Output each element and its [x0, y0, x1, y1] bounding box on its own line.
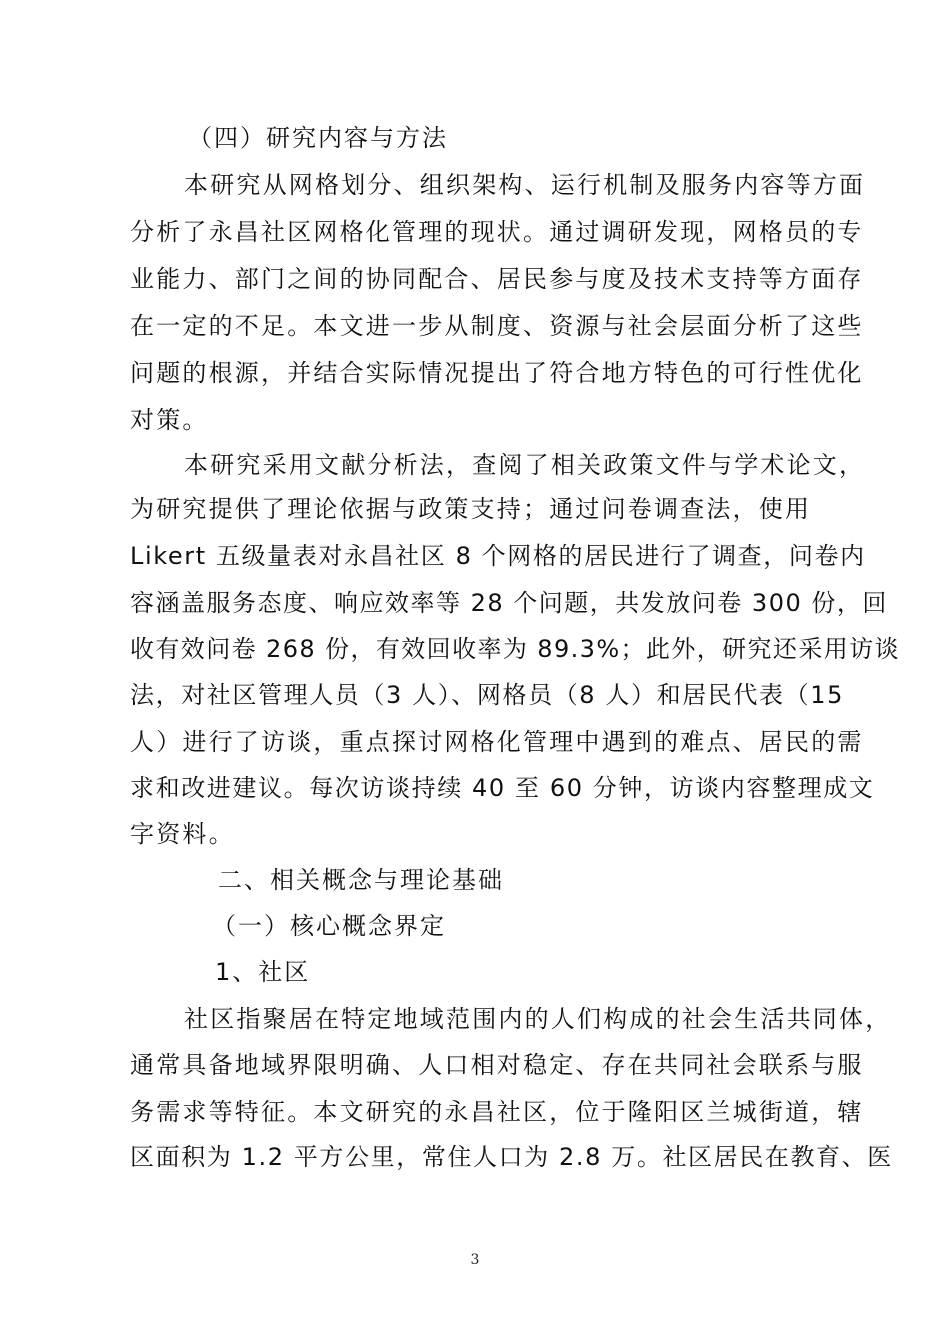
paragraph-line: 业能力、部门之间的协同配合、居民参与度及技术支持等方面存	[130, 265, 864, 293]
paragraph-line: 收有效问卷 268 份，有效回收率为 89.3%；此外，研究还采用访谈	[130, 635, 900, 663]
paragraph-line: 对策。	[130, 406, 209, 434]
section-heading-research-content: （四）研究内容与方法	[188, 124, 448, 152]
paragraph-line: 通常具备地域界限明确、人口相对稳定、存在共同社会联系与服	[130, 1051, 864, 1079]
paragraph-line: 人）进行了访谈，重点探讨网格化管理中遇到的难点、居民的需	[130, 728, 864, 756]
paragraph-line: 在一定的不足。本文进一步从制度、资源与社会层面分析了这些	[130, 312, 864, 340]
paragraph-line: 社区指聚居在特定地域范围内的人们构成的社会生活共同体，	[184, 1005, 892, 1033]
paragraph-line: 本研究从网格划分、组织架构、运行机制及服务内容等方面	[184, 171, 866, 199]
paragraph-line: 法，对社区管理人员（3 人）、网格员（8 人）和居民代表（15	[130, 681, 844, 709]
paragraph-line: 分析了永昌社区网格化管理的现状。通过调研发现，网格员的专	[130, 218, 864, 246]
paragraph-line: Likert 五级量表对永昌社区 8 个网格的居民进行了调查，问卷内	[130, 542, 866, 570]
subsection-heading-core-concepts: （一）核心概念界定	[212, 912, 446, 940]
paragraph-line: 问题的根源，并结合实际情况提出了符合地方特色的可行性优化	[130, 359, 864, 387]
subsubsection-heading-community: 1、社区	[215, 958, 311, 986]
paragraph-line: 字资料。	[130, 820, 235, 848]
section-heading-concepts: 二、相关概念与理论基础	[218, 866, 504, 894]
paragraph-line: 本研究采用文献分析法，查阅了相关政策文件与学术论文，	[184, 451, 866, 479]
paragraph-line: 容涵盖服务态度、响应效率等 28 个问题，共发放问卷 300 份，回	[130, 589, 888, 617]
paragraph-line: 务需求等特征。本文研究的永昌社区，位于隆阳区兰城街道，辖	[130, 1098, 864, 1126]
paragraph-line: 求和改进建议。每次访谈持续 40 至 60 分钟，访谈内容整理成文	[130, 774, 875, 802]
paragraph-line: 区面积为 1.2 平方公里，常住人口为 2.8 万。社区居民在教育、医	[130, 1143, 893, 1171]
paragraph-line: 为研究提供了理论依据与政策支持；通过问卷调查法，使用	[130, 495, 812, 523]
page-number: 3	[470, 1252, 480, 1268]
